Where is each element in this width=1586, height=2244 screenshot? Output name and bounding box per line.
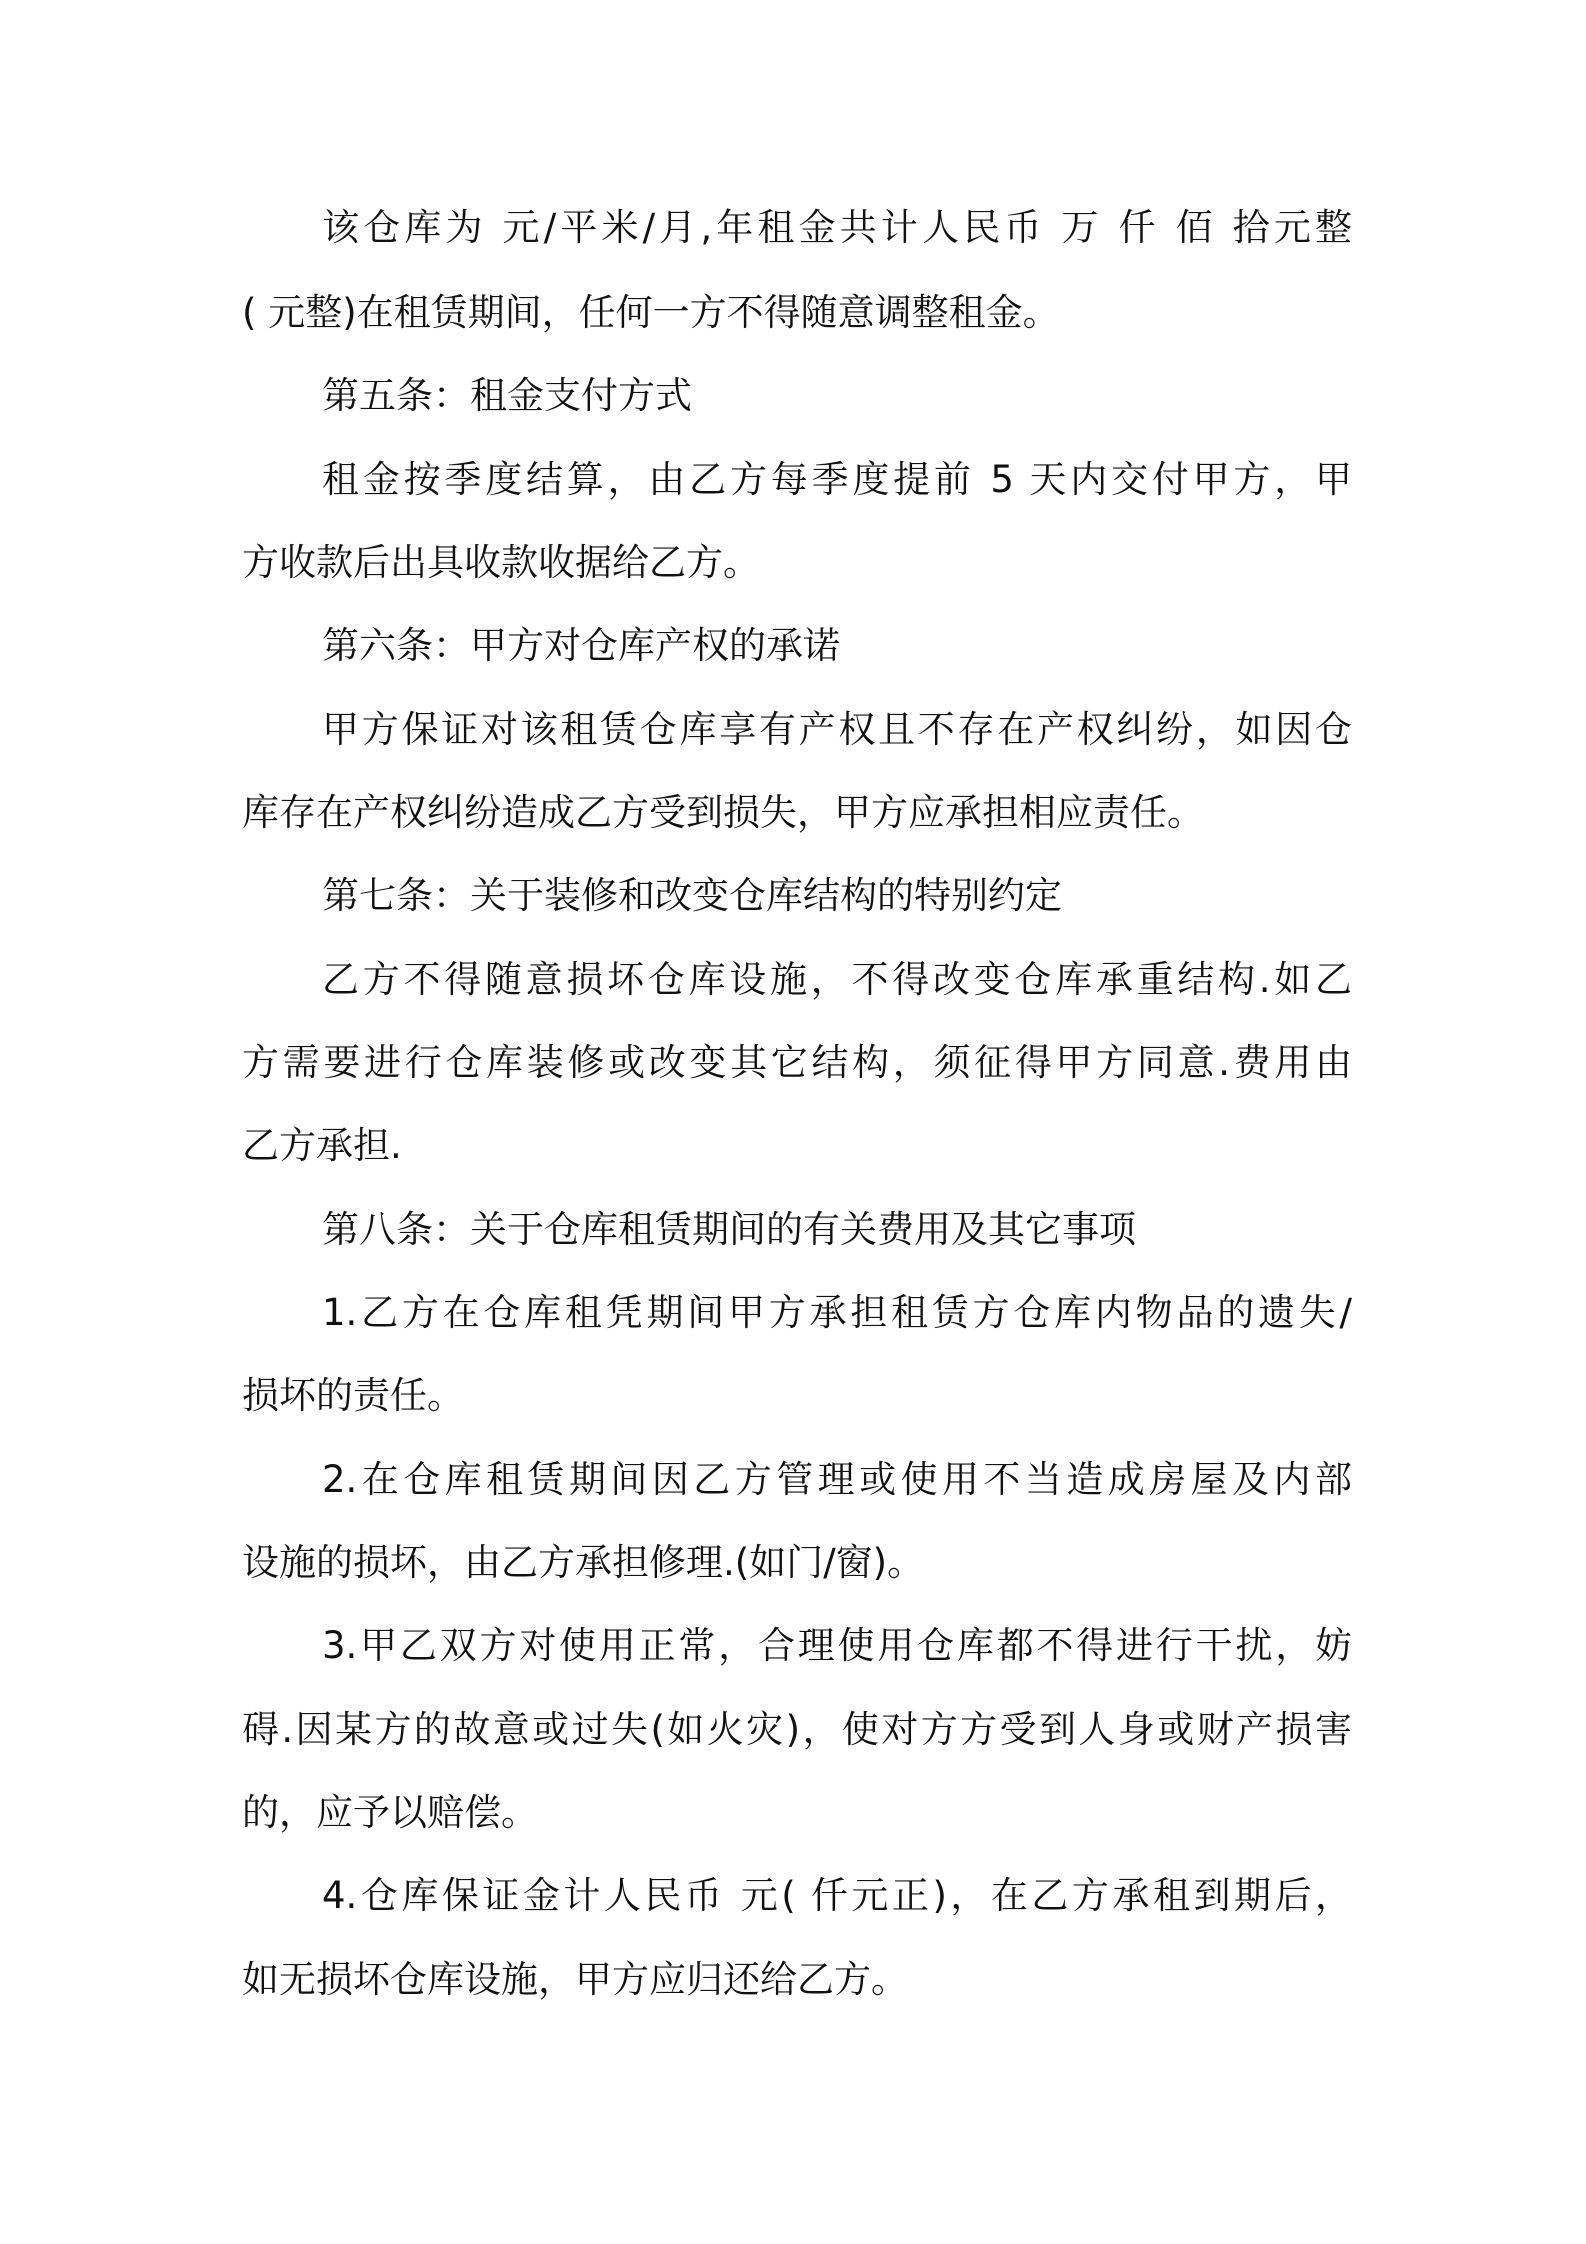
item-3-line-2: 碍.因某方的故意或过失(如火灾)，使对方方受到人身或财产损害 (242, 1708, 1352, 1751)
renovation-line-3: 乙方承担. (242, 1124, 402, 1167)
rent-amount-line-2: ( 元整)在租赁期间，任何一方不得随意调整租金。 (242, 291, 1060, 334)
payment-method-line-2: 方收款后出具收款收据给乙方。 (242, 541, 760, 584)
property-rights-line-2: 库存在产权纠纷造成乙方受到损失，甲方应承担相应责任。 (242, 791, 1204, 834)
article-5-heading: 第五条：租金支付方式 (322, 374, 692, 417)
item-2-line-2: 设施的损坏，由乙方承担修理.(如门/窗)。 (242, 1541, 925, 1584)
property-rights-line-1: 甲方保证对该租赁仓库享有产权且不存在产权纠纷，如因仓 (322, 708, 1352, 751)
renovation-line-2: 方需要进行仓库装修或改变其它结构，须征得甲方同意.费用由 (242, 1041, 1352, 1084)
renovation-line-1: 乙方不得随意损坏仓库设施，不得改变仓库承重结构.如乙 (322, 958, 1352, 1001)
item-2-line-1: 2.在仓库租赁期间因乙方管理或使用不当造成房屋及内部 (322, 1458, 1352, 1501)
rent-amount-line-1: 该仓库为 元/平米/月,年租金共计人民币 万 仟 佰 拾元整 (322, 206, 1352, 249)
article-6-heading: 第六条：甲方对仓库产权的承诺 (322, 624, 840, 667)
document-page (242, 0, 1352, 2244)
item-4-line-1: 4.仓库保证金计人民币 元( 仟元正)，在乙方承租到期后， (322, 1874, 1352, 1917)
article-7-heading: 第七条：关于装修和改变仓库结构的特别约定 (322, 874, 1062, 917)
item-3-line-1: 3.甲乙双方对使用正常，合理使用仓库都不得进行干扰，妨 (322, 1624, 1352, 1667)
payment-method-line-1: 租金按季度结算，由乙方每季度提前 5 天内交付甲方，甲 (322, 458, 1352, 501)
item-4-line-2: 如无损坏仓库设施，甲方应归还给乙方。 (242, 1958, 908, 2001)
article-8-heading: 第八条：关于仓库租赁期间的有关费用及其它事项 (322, 1208, 1136, 1251)
item-1-line-2: 损坏的责任。 (242, 1374, 464, 1417)
item-1-line-1: 1.乙方在仓库租凭期间甲方承担租赁方仓库内物品的遗失/ (322, 1291, 1352, 1334)
item-3-line-3: 的，应予以赔偿。 (242, 1791, 538, 1834)
